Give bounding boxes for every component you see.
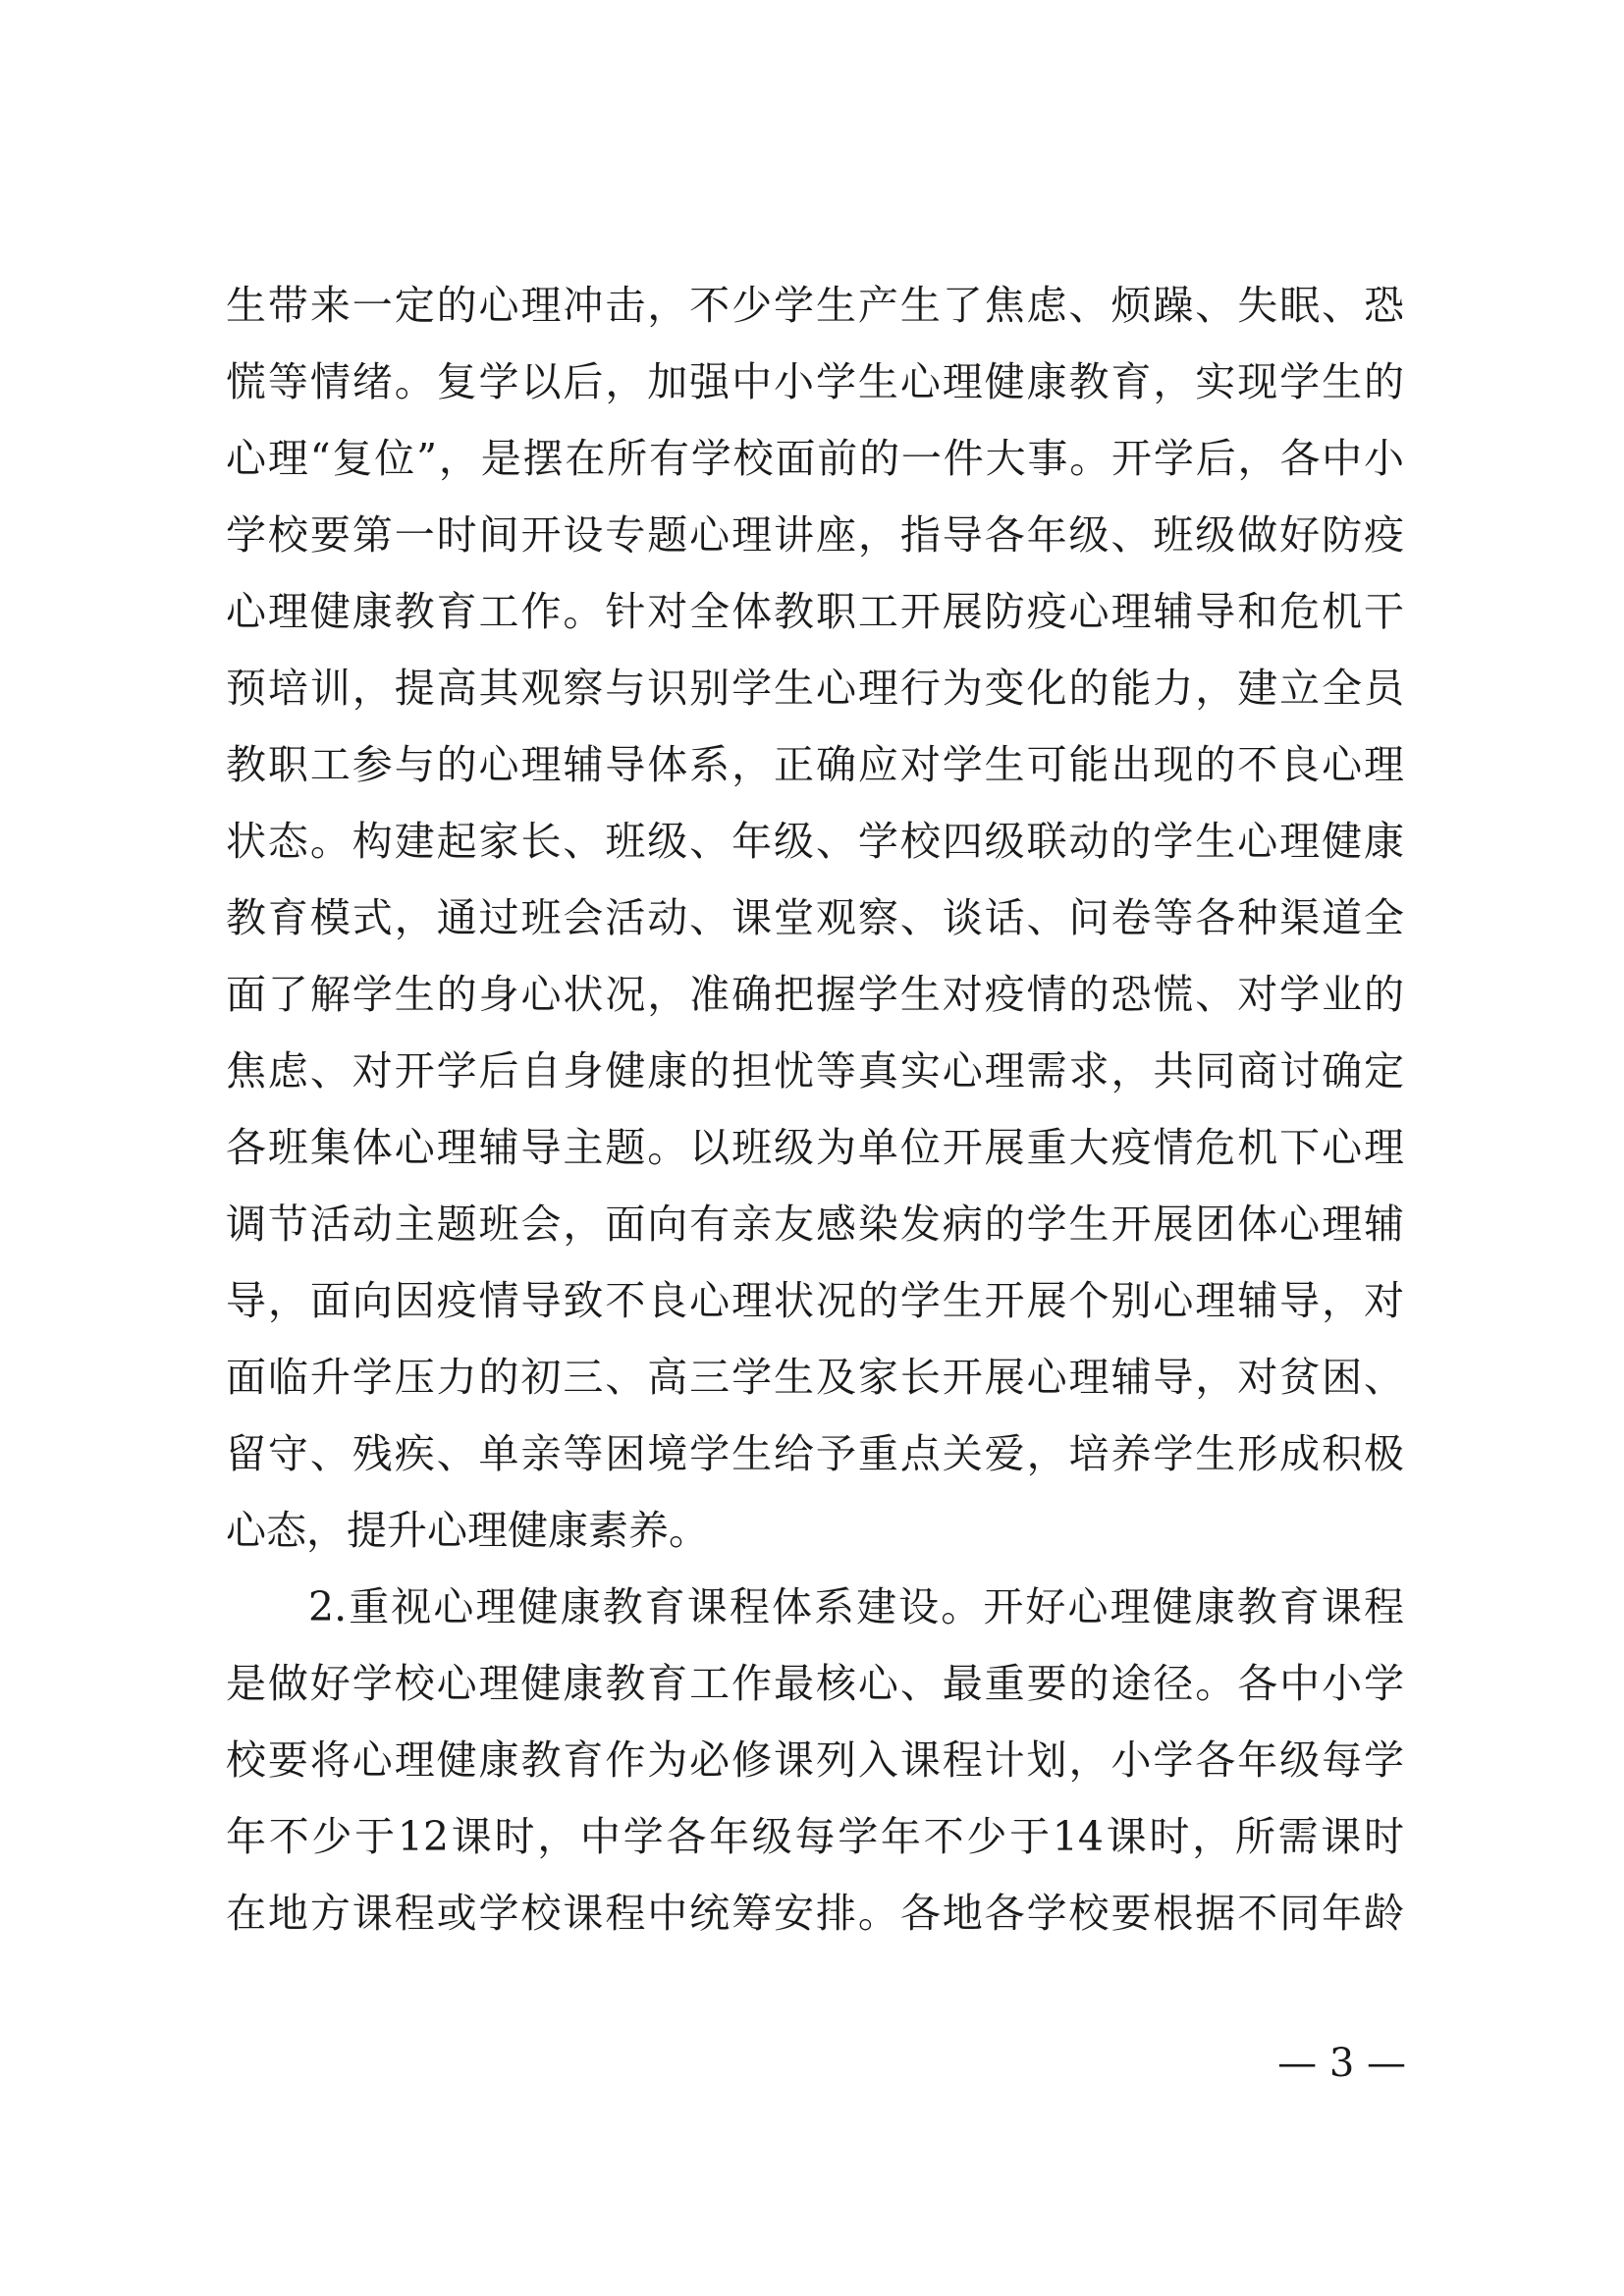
text-line: 慌等情绪。复学以后，加强中小学生心理健康教育，实现学生的 xyxy=(226,358,1404,405)
text-line: 面临升学压力的初三、高三学生及家长开展心理辅导，对贫困、 xyxy=(226,1354,1404,1401)
text-line: 校要将心理健康教育作为必修课列入课程计划，小学各年级每学 xyxy=(226,1736,1404,1784)
text-line: 面了解学生的身心状况，准确把握学生对疫情的恐慌、对学业的 xyxy=(226,971,1404,1018)
page-number: — 3 — xyxy=(1277,2041,1406,2086)
text-line: 年不少于12课时，中学各年级每学年不少于14课时，所需课时 xyxy=(226,1813,1404,1860)
text-line: 调节活动主题班会，面向有亲友感染发病的学生开展团体心理辅 xyxy=(226,1201,1404,1248)
text-line: 心态，提升心理健康素养。 xyxy=(226,1507,709,1554)
text-line: 焦虑、对开学后自身健康的担忧等真实心理需求，共同商讨确定 xyxy=(226,1047,1404,1095)
text-line: 预培训，提高其观察与识别学生心理行为变化的能力，建立全员 xyxy=(226,665,1404,712)
text-line: 心理“复位”，是摆在所有学校面前的一件大事。开学后，各中小 xyxy=(226,435,1404,482)
text-line: 教育模式，通过班会活动、课堂观察、谈话、问卷等各种渠道全 xyxy=(226,894,1404,941)
text-line: 心理健康教育工作。针对全体教职工开展防疫心理辅导和危机干 xyxy=(226,588,1404,635)
text-line: 各班集体心理辅导主题。以班级为单位开展重大疫情危机下心理 xyxy=(226,1124,1404,1171)
text-line: 教职工参与的心理辅导体系，正确应对学生可能出现的不良心理 xyxy=(226,741,1404,788)
text-line: 在地方课程或学校课程中统筹安排。各地各学校要根据不同年龄 xyxy=(226,1890,1404,1937)
text-line: 是做好学校心理健康教育工作最核心、最重要的途径。各中小学 xyxy=(226,1660,1404,1707)
section-heading-line: 2.重视心理健康教育课程体系建设。开好心理健康教育课程 xyxy=(308,1583,1404,1630)
text-line: 留守、残疾、单亲等困境学生给予重点关爱，培养学生形成积极 xyxy=(226,1430,1404,1477)
text-line: 生带来一定的心理冲击，不少学生产生了焦虑、烦躁、失眠、恐 xyxy=(226,282,1404,329)
text-line: 状态。构建起家长、班级、年级、学校四级联动的学生心理健康 xyxy=(226,818,1404,865)
body-text xyxy=(226,267,1404,1951)
text-line: 导，面向因疫情导致不良心理状况的学生开展个别心理辅导，对 xyxy=(226,1277,1404,1324)
text-line: 学校要第一时间开设专题心理讲座，指导各年级、班级做好防疫 xyxy=(226,511,1404,559)
